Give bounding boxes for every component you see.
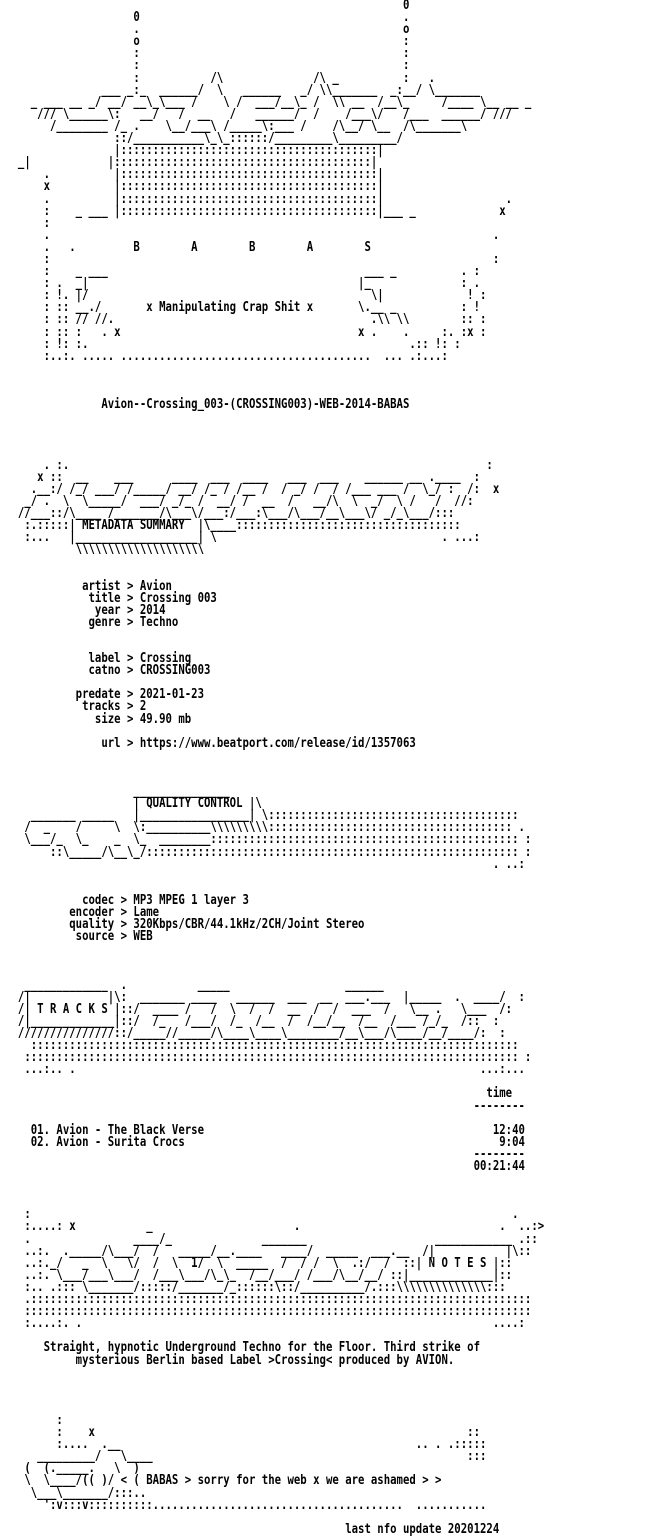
nfo-line: : : (11, 58, 410, 74)
nfo-line: label > Crossing (11, 651, 192, 667)
nfo-line: ::::::::::::::::::::::::::::::::::::::::::::::::::::::::::::::::::::::::::::::: (11, 1304, 532, 1320)
nfo-line: codec > MP3 MPEG 1 layer 3 (11, 892, 249, 908)
nfo-line (11, 1391, 647, 1403)
nfo-line: catno > CROSSING003 (11, 663, 211, 679)
nfo-line: quality > 320Kbps/CBR/44.1kHz/2CH/Joint Stereo (11, 917, 365, 933)
nfo-line: :.. .::: \_______/:::::/_______/_::::::\::/__________/.:::\\\\\\\\\\\\\\::: (11, 1279, 506, 1295)
nfo-line: ::/___________\_\_::::::/_________\_________/ (11, 131, 403, 147)
nfo-line (11, 1379, 647, 1391)
nfo-line (11, 423, 647, 435)
nfo-line: : _ ___ ___ _ . : (11, 264, 480, 280)
nfo-line: :....:. . ....: (11, 1316, 525, 1332)
nfo-line: ( (._____. \ ) (11, 1461, 140, 1477)
nfo-line: \___\_______/:::.. (11, 1485, 147, 1501)
nfo-line: \___/_ \_ _ \_ ________:::::::::::::::::::::::::::::::::::::::::::::::: : (11, 832, 532, 848)
nfo-line: . o (11, 22, 410, 38)
nfo-line: //___::/\____ /_______/\___\/___:/___:\___/\___/__\___\/ _/_\___/::: (11, 505, 455, 521)
nfo-line: ::\_____/\__\_/:::::::::::::::::::::::::::::::::::::::::::::::::::::::::: : (11, 844, 532, 860)
nfo-line: time (11, 1086, 513, 1102)
nfo-line: title > Crossing 003 (11, 590, 217, 606)
nfo-line: : . _| |_ : . (11, 276, 480, 292)
nfo-line (11, 955, 647, 967)
nfo-line: ':v:::v::::::::::....................................... ........... (11, 1497, 487, 1513)
nfo-line (11, 750, 647, 762)
nfo-line: year > 2014 (11, 602, 166, 618)
nfo-line: Straight, hypnotic Underground Techno for the Floor. Third strike of (11, 1340, 480, 1356)
nfo-line: . :. : (11, 457, 493, 473)
nfo-line: \\\\\\\\\\\\\\\\\\\\ (11, 542, 205, 558)
nfo-line: /________ /_ . \__/___\ /_____\:___ / /\__/ \__ /\_______\ (11, 118, 468, 134)
nfo-line: : _ ___ |::::::::::::::::::::::::::::::::::::::::|___ _ x (11, 203, 506, 219)
nfo-line: . ____/_ _______ ____________ .:: (11, 1231, 538, 1247)
nfo-line: Avion--Crossing_003-(CROSSING003)-WEB-2014-BABAS (11, 397, 410, 413)
nfo-line: o : (11, 34, 410, 50)
nfo-line: : (11, 1412, 63, 1428)
nfo-line: 0 . (11, 10, 410, 26)
nfo-line: ..:. ._____/\___/ / _____/__.____ ____/ _____ ___.__ /| |\:: (11, 1243, 532, 1259)
nfo-line: /| T R A C K S |::/ ____ / / \ / / __ / / ___ / \__ . \___ /: (11, 1001, 513, 1017)
nfo-line: . . B A B A S (11, 239, 371, 255)
nfo-line (11, 871, 647, 883)
nfo-line: -------- (11, 1098, 525, 1114)
nfo-line: ///////////////::/_____//_____/\____\____\________/__\___/\____/__/____/: : (11, 1025, 506, 1041)
nfo-line: genre > Techno (11, 614, 179, 630)
nfo-line (11, 762, 647, 774)
nfo-line: _| |::::::::::::::::::::::::::::::::::::::::| (11, 155, 378, 171)
nfo-line: encoder > Lame (11, 905, 160, 921)
nfo-line: :..:. ..... ....................................... ... .:...: (11, 348, 448, 364)
nfo-line: /|_____________|::/ /_ /___/ /_ /__ / /__/__ /__ /___ /_/_ /:: : (11, 1013, 500, 1029)
nfo-line (11, 556, 647, 568)
nfo-line: size > 49.90 mb (11, 711, 192, 727)
nfo-line: : : (11, 46, 410, 62)
nfo-line: /| |\: _______ ____ ______ ___ __ ___.___ |_____ . ____/ : (11, 989, 525, 1005)
nfo-line (11, 1403, 647, 1415)
nfo-line (11, 375, 647, 387)
nfo-line: artist > Avion (11, 578, 172, 594)
nfo-line: ..:. \___/___\___/ /___\___/\_\_ /__/___/ /___/\__/__/ ::|_____________|:: (11, 1267, 513, 1283)
nfo-line (11, 1185, 647, 1197)
nfo-line: source > WEB (11, 929, 153, 945)
nfo-line: . . (11, 227, 500, 243)
nfo-line (11, 629, 647, 641)
nfo-line: 01. Avion - The Black Verse 12:40 (11, 1122, 525, 1138)
nfo-line: 0 (11, 0, 410, 13)
nfo-line: predate > 2021-01-23 (11, 687, 205, 703)
nfo-line: _/ . \ \_____/ ___/ _/_ / __/ / __ / __/\ \ _/ \ / / //: (11, 493, 474, 509)
nfo-line: url > https://www.beatport.com/release/id/1357063 (11, 735, 416, 751)
nfo-line: : !. |/ \| ! : (11, 288, 487, 304)
nfo-line: /// \______\: __/ / __ / ______/ / /___\/ /___ ______/ /// (11, 106, 513, 122)
nfo-line: .__:/ /_/ ___/ /_____/ __/ /_ / /__ / / _/ / / /___ ___ / \_/ : /: x (11, 481, 500, 497)
nfo-line (11, 1367, 647, 1379)
nfo-line: : :: : . x x . . :. :x : (11, 324, 487, 340)
nfo-line: -------- (11, 1146, 525, 1162)
nfo-line (11, 1173, 647, 1185)
nfo-line: . ..: (11, 856, 525, 872)
nfo-line: : x :: (11, 1425, 480, 1441)
nfo-line: .:::::::::::::::::::::::::::::::::::::::::::::::::::::::::::::::::::::::::::::: (11, 1292, 532, 1308)
nfo-line: : :: __./ x Manipulating Crap Shit x \.__ _ : ! (11, 300, 480, 316)
nfo-line: x |::::::::::::::::::::::::::::::::::::::::| (11, 179, 384, 195)
nfo-line: . |::::::::::::::::::::::::::::::::::::::::| (11, 167, 384, 183)
nfo-line: last nfo update 20201224 (11, 1521, 500, 1537)
nfo-line: :.:::::| METADATA SUMMARY |\____::::::::::::::::::::::::::::::::::: (11, 518, 461, 534)
nfo-line: _____________ . _____ ______ (11, 977, 384, 993)
nfo-line: : (11, 215, 50, 231)
nfo-line: / _ / \ \:__________\\\\\\\\\:::::::::::::::::::::::::::::::::::::: . (11, 820, 525, 836)
nfo-line: tracks > 2 (11, 699, 147, 715)
nfo-line (11, 943, 647, 955)
nfo-line: x :: __ ___ ____ ___ ____ ___ ___ ______ __ .____ : (11, 469, 480, 485)
nfo-line: \ \____/(( )/ < ( BABAS > sorry for the web x we are ashamed > > (11, 1473, 442, 1489)
nfo-line: . |::::::::::::::::::::::::::::::::::::::::| . (11, 191, 513, 207)
nfo-line: :.... .__ .. . .::::: (11, 1437, 487, 1453)
nfo-line (11, 435, 647, 447)
nfo-line: :....: x _ . . ..:> (11, 1219, 545, 1235)
nfo-line: mysterious Berlin based Label >Crossing< produced by AVION. (11, 1352, 455, 1368)
nfo-line: ___ _:_ ______/ \ ______ _/ \\_______ _:__/ \_______ (11, 82, 480, 98)
nfo-line (11, 363, 647, 375)
nfo-line: : . (11, 1207, 519, 1223)
nfo-line: _______________ (11, 784, 230, 800)
nfo-line: ::::::::::::::::::::::::::::::::::::::::::::::::::::::::::::::::::::::::::::: : (11, 1050, 532, 1066)
nfo-line: | QUALITY CONTROL |\ (11, 796, 262, 812)
nfo-line: : : (11, 251, 500, 267)
nfo-line: :::::::::::::::::::::::::::::::::::::::::::::::::::::::::::::::::::::::::::: (11, 1038, 519, 1054)
nfo-line: |::::::::::::::::::::::::::::::::::::::::| (11, 143, 384, 159)
nfo-line: : :: // //. .\\ \\ :: : (11, 312, 487, 328)
nfo-line: _ ___ __ _/ __/ __\_\___ / \ / ___/__\_ / \\ __ /__\_ /____ \__ __ _ (11, 94, 532, 110)
nfo-line (11, 411, 647, 423)
nfo-line: ..:._/ _ \ \/ / \ 1/ \ _____ / / / \ .:/ / ::| N O T E S |:: (11, 1255, 513, 1271)
nfo-line: _______ _____ |_________________| \::::::::::::::::::::::::::::::::::::::: (11, 808, 519, 824)
nfo-line: 02. Avion - Surita Crocs 9:04 (11, 1134, 525, 1150)
nfo-line: 00:21:44 (11, 1159, 525, 1174)
nfo-line: : !: :. .:: !: : (11, 336, 461, 352)
nfo-line: :... |___________________| \ . ...: (11, 530, 480, 546)
nfo-line: : /\ /\ _ : . (11, 70, 436, 86)
nfo-line: _________/ \____ ::: (11, 1449, 487, 1465)
nfo-line: ...:.. . ...:... (11, 1062, 525, 1078)
